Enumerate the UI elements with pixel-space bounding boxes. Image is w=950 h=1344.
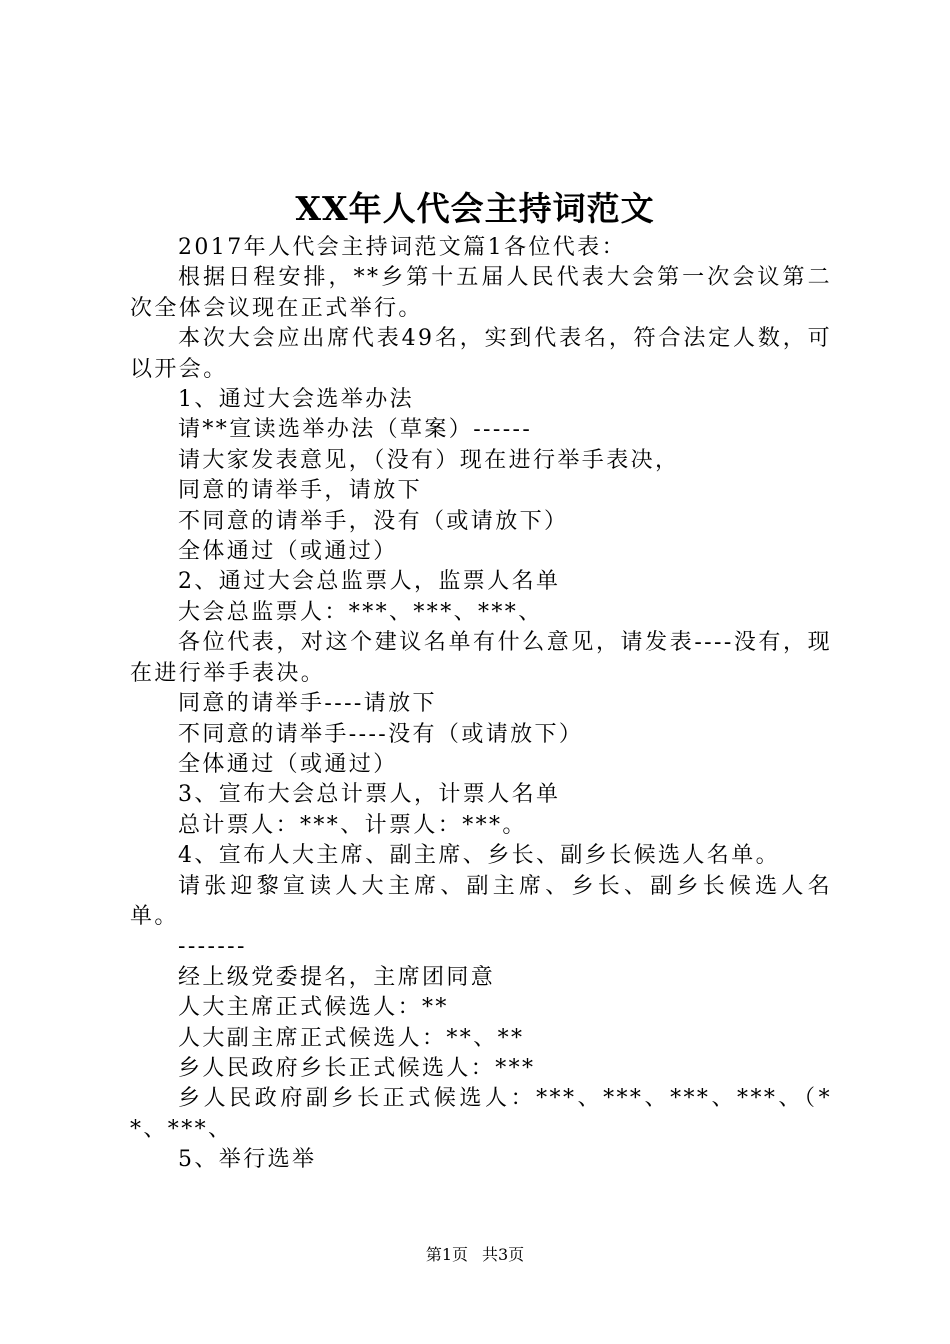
paragraph: 全体通过（或通过） (178, 539, 398, 565)
paragraph: 请**宣读选举办法（草案）------ (178, 417, 533, 443)
document-body (130, 233, 832, 1176)
paragraph: 同意的请举手，请放下 (178, 478, 423, 504)
paragraph: 经上级党委提名，主席团同意 (178, 964, 496, 990)
page-footer (0, 1244, 950, 1266)
paragraph: 人大主席正式候选人：** (178, 995, 449, 1021)
paragraph: 不同意的请举手，没有（或请放下） (178, 508, 569, 534)
paragraph: 乡人民政府乡长正式候选人：*** (178, 1055, 536, 1081)
paragraph: 大会总监票人：***、***、***、 (178, 599, 543, 625)
paragraph: 4、宣布人大主席、副主席、乡长、副乡长候选人名单。 (178, 843, 780, 869)
paragraph: 各位代表，对这个建议名单有什么意见，请发表----没有，现在进行举手表决。 (130, 630, 832, 686)
paragraph: 不同意的请举手----没有（或请放下） (178, 721, 584, 747)
document-title: XX年人代会主持词范文 (295, 189, 655, 228)
paragraph: 全体通过（或通过） (178, 751, 398, 777)
paragraph: 请大家发表意见，（没有）现在进行举手表决， (178, 447, 680, 473)
paragraph: 人大副主席正式候选人：**、** (178, 1025, 525, 1051)
paragraph: 请张迎黎宣读人大主席、副主席、乡长、副乡长候选人名单。 (130, 873, 832, 929)
paragraph: 1、通过大会选举办法 (178, 387, 414, 413)
paragraph: 5、举行选举 (178, 1147, 317, 1173)
page-number: 第1页 (425, 1245, 468, 1264)
paragraph: 根据日程安排，**乡第十五届人民代表大会第一次会议第二次全体会议现在正式举行。 (130, 265, 832, 321)
paragraph: 本次大会应出席代表49名，实到代表名，符合法定人数，可以开会。 (130, 326, 832, 382)
paragraph: 同意的请举手----请放下 (178, 691, 437, 717)
page-total: 共3页 (482, 1245, 525, 1264)
paragraph: 2、通过大会总监票人，监票人名单 (178, 569, 561, 595)
paragraph: 总计票人：***、计票人：***。 (178, 812, 527, 838)
paragraph: 3、宣布大会总计票人，计票人名单 (178, 782, 561, 808)
paragraph: ------- (178, 934, 247, 960)
paragraph: 2017年人代会主持词范文篇1各位代表： (178, 235, 626, 260)
paragraph: 乡人民政府副乡长正式候选人：***、***、***、***、（**、***、 (130, 1086, 832, 1142)
